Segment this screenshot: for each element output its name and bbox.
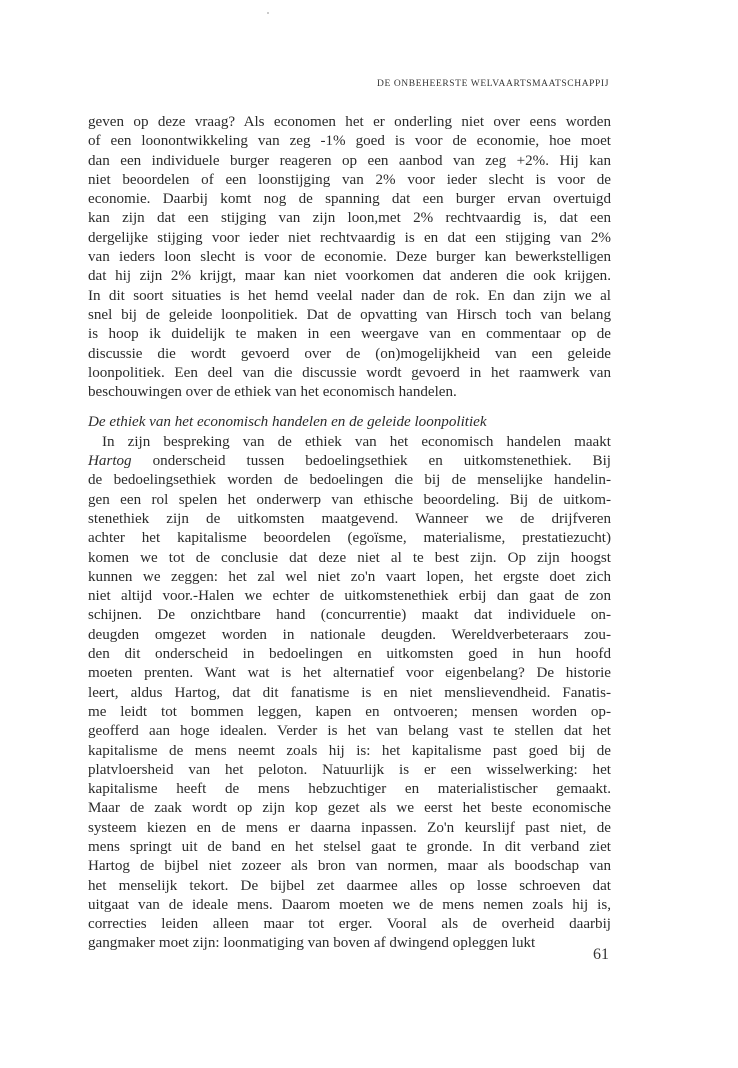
text-line: kapitalisme heeft de mens hebzuchtiger en materialistischer gemaakt. (88, 781, 611, 798)
running-head: DE ONBEHEERSTE WELVAARTSMAATSCHAPPIJ (377, 79, 609, 89)
text-line: is hoop ik duidelijk te maken in een weergave van en commentaar op de (88, 326, 611, 343)
text-line: discussie die wordt gevoerd over de (on)mogelijkheid van een geleide (88, 345, 611, 362)
text-line: me leidt tot bommen leggen, kapen en ontvoeren; mensen worden op- (88, 703, 611, 720)
text-line: achter het kapitalisme beoordelen (egoïsme, materialisme, prestatiezucht) (88, 530, 611, 547)
text-line: komen we tot de conclusie dat deze niet al te best zijn. Op zijn hoogst (88, 549, 611, 566)
text-line: kan zijn dat een stijging van zijn loon,met 2% rechtvaardig is, dat een (88, 210, 611, 227)
text-line: gangmaker moet zijn: loonmatiging van boven af dwingend opleggen lukt (88, 935, 536, 952)
text-line: of een loonontwikkeling van zeg -1% goed is voor de economie, hoe moet (88, 133, 611, 150)
body-text (88, 113, 611, 954)
text-line: stenethiek zijn de uitkomsten maatgevend. Wanneer we de drijfveren (88, 510, 611, 527)
text-line: economie. Daarbij komt nog de spanning dat een burger ervan overtuigd (88, 191, 611, 208)
text-line: systeem kiezen en de mens er daarna inpassen. Zo'n keurslijf past niet, de (88, 819, 611, 836)
text-line: deugden omgezet worden in nationale deugden. Wereldverbeteraars zou- (88, 626, 611, 643)
text-line: correcties leiden alleen maar tot erger. Vooral als de overheid daarbij (88, 916, 611, 933)
text-line: geven op deze vraag? Als economen het er onderling niet over eens worden (88, 114, 611, 130)
author-name-italic: Hartog (88, 453, 132, 470)
section-heading: De ethiek van het economisch handelen en de geleide loonpolitiek (88, 414, 487, 431)
page-number: 61 (593, 946, 609, 963)
paragraph-gap (88, 402, 611, 413)
text-line: kapitalisme de mens neemt zoals hij is: het kapitalisme past goed bij de (88, 742, 611, 759)
text-line: kunnen we zeggen: het zal wel niet zo'n vaart lopen, het ergste doet zich (88, 568, 611, 585)
text-line: uitgaat van de ideale mens. Daarom moeten we de mens nemen zoals hij is, (88, 896, 611, 913)
text-fragment: onderscheid tussen bedoelingsethiek en uitkomstenethiek. Bij (131, 453, 611, 470)
text-line: van ieders loon slecht is voor de economie. Deze burger kan bewerkstelligen (88, 249, 611, 266)
paragraph-1 (88, 113, 611, 402)
text-line: geofferd aan hoge idealen. Verder is het van belang vast te stellen dat het (88, 723, 611, 740)
text-line: Maar de zaak wordt op zijn kop gezet als we eerst het beste economische (88, 800, 611, 817)
text-line: gen een rol spelen het onderwerp van ethische beoordeling. Bij de uitkom- (88, 491, 611, 508)
text-line: mens springt uit de band en het stelsel gaat te gronde. In dit verband ziet (88, 838, 611, 855)
text-line: snel bij de geleide loonpolitiek. Dat de opvatting van Hirsch toch van belang (88, 306, 611, 323)
text-line: de bedoelingsethiek worden de bedoelingen die bij de menselijke handelin- (88, 472, 611, 489)
text-line: dat hij zijn 2% krijgt, maar kan niet voorkomen dat anderen die ook krijgen. (88, 268, 611, 285)
text-line: platvloersheid van het peloton. Natuurlijk is er een wisselwerking: het (88, 761, 611, 778)
text-line (88, 452, 611, 471)
text-line: dergelijke stijging voor ieder niet rechtvaardig is en dat een stijging van 2% (88, 229, 611, 246)
text-line: den dit onderscheid in bedoelingen en uitkomsten goed in hun hoofd (88, 646, 611, 663)
print-speck (267, 12, 269, 14)
text-line: Hartog de bijbel niet zozeer als bron van normen, maar als boodschap van (88, 858, 611, 875)
text-line: In zijn bespreking van de ethiek van het economisch handelen maakt (102, 433, 611, 450)
text-line: niet altijd voor.-Halen we echter de uitkomstenethiek erbij dan gaat de zon (88, 588, 611, 605)
paragraph-2 (88, 433, 611, 954)
text-line: niet beoordelen of een loonstijging van 2% voor ieder slecht is voor de (88, 171, 611, 188)
text-line: leert, aldus Hartog, dat dit fanatisme is en niet menslievendheid. Fanatis- (88, 684, 611, 701)
text-line: moeten prenten. Want wat is het alternatief voor eigenbelang? De historie (88, 665, 611, 682)
text-line: dan een individuele burger reageren op een aanbod van zeg +2%. Hij kan (88, 152, 611, 169)
text-line: beschouwingen over de ethiek van het economisch handelen. (88, 384, 457, 401)
text-line: In dit soort situaties is het hemd veelal nader dan de rok. En dan zijn we al (88, 287, 611, 304)
text-line: schijnen. De onzichtbare hand (concurrentie) maakt dat individuele on- (88, 607, 611, 624)
text-line: loonpolitiek. Een deel van die discussie wordt gevoerd in het raamwerk van (88, 364, 611, 381)
text-line: het menselijk tekort. De bijbel zet daarmee alles op losse schroeven dat (88, 877, 611, 894)
